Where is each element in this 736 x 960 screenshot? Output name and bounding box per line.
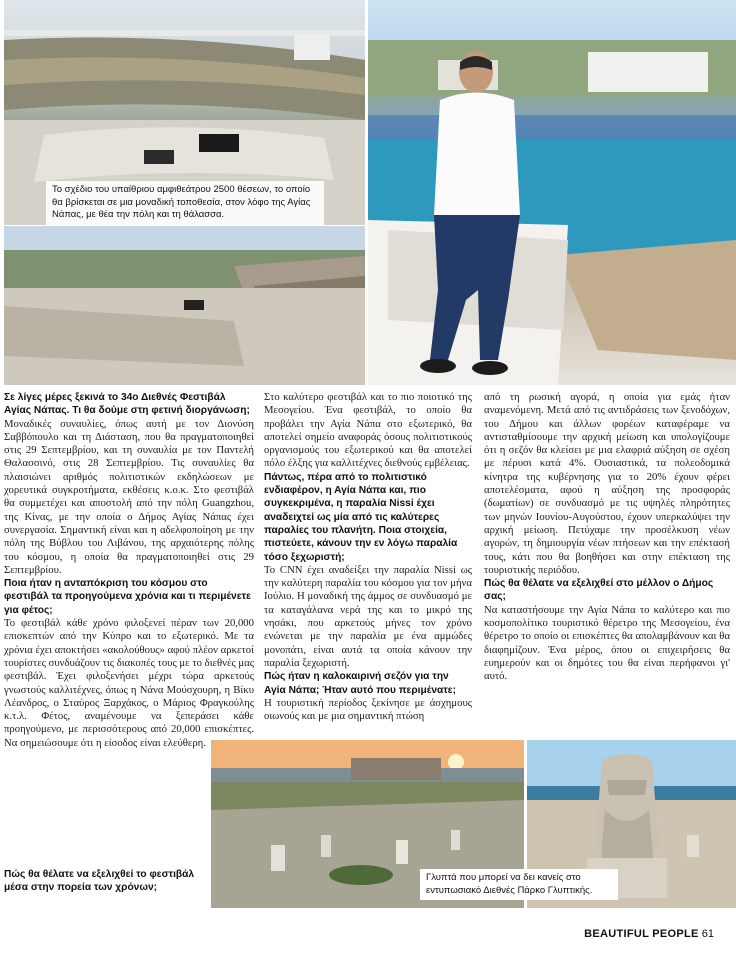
sculpture-park-caption: Γλυπτά που μπορεί να δει κανείς στο εντυπωσιακό Διεθνές Πάρκο Γλυπτικής. — [420, 869, 618, 900]
page-footer — [584, 928, 714, 940]
question-summer-season: Πώς ήταν η καλοκαιρινή σεζόν για την Αγία Νάπα; Ήταν αυτό που περιμένατε; — [264, 671, 457, 696]
answer-summer-season-continued: από τη ρωσική αγορά, η οποία για εμάς ήταν αναμενόμενη. Μετά από τις αντιδράσεις των ξενοδόχων, του Δήμου και άλλων φορέων καταφέραμε να αντισταθμίσουμε την αρχική μείωση και υπολογίζουμε ότι η σεζόν θα κλείσει με μια ελαφριά αύξηση σε σχέση με πέρυσι κατά 4%. Ουσιαστικά, τα πολεοδομικά κίνητρα της κυβέρνησης για το 20% έχουν φέρει αποτελέσματα, αφού η αύξηση της προσφοράς (δωματίων) σε συνδυασμό με τις υψηλές πληρότητες των μηνών Ιουνίου-Αυγούστου, έχουν υπερκαλύψει την αρχική μείωση. Πετύχαμε την προσέλκυση νέων αγορών, τη δημιουργία νέων πτήσεων και την επέκτασή τους, κάτι που θα βοηθήσει και στην επέκταση της τουριστικής περιόδου. — [484, 391, 730, 576]
question-festival-evolution: Πώς θα θέλατε να εξελιχθεί το φεστιβάλ μέσα στην πορεία των χρόνων; — [4, 869, 195, 894]
answer-summer-season: Η τουριστική περίοδος ξεκίνησε με άσχημους οιωνούς και με μια σημαντική πτώση — [264, 696, 472, 723]
amphitheatre-aerial-photo — [4, 226, 365, 385]
page-number: 61 — [701, 928, 714, 940]
answer-nissi-beach: Το CNN έχει αναδείξει την παραλία Nissi ως την καλύτερη παραλία του κόσμου για τον μήνα Ιούλιο. Η μοναδική της άμμος σε συνδυασμό με τα καταγάλανα νερά της και το μικρό της νησάκι, που αρκετούς μήνες τον χρόνο ενώνεται με την παραλία με ένα αμμώδες μονοπάτι, είναι αυτά τα οποία κάνουν την παραλία ξεχωριστή. — [264, 563, 472, 669]
question-municipality-future: Πώς θα θέλατε να εξελιχθεί στο μέλλον ο Δήμος σας; — [484, 578, 714, 603]
answer-festival: Μοναδικές συναυλίες, όπως αυτή με τον Διονύση Σαββόπουλο και τη Διάσταση, που θα πραγματοποιηθεί στις 29 Σεπτεμβρίου, και τη συναυλία με τον Παντελή Θαλασσινό, στις 28 Σεπτεμβρίου. Τις συναυλίες θα πλαισιώνει αριθμός πολιτιστικών εκδηλώσεων με χορευτικά συγκροτήματα, εκθέσεις κ.ο.κ. Στο φεστιβάλ θα συμμετέχει και αποστολή από την πόλη Guangzhou, της Κίνας, με την οποία ο Δήμος Αγίας Νάπας έχει συνεργασία. Σημαντική είναι και η αδελφοποίηση με την πόλη της Βύβλου του Λιβάνου, της αρχαιότερης πόλης του κόσμου, η οποία θα πραγματοποιηθεί στις 29 Σεπτεμβρίου. — [4, 417, 254, 576]
article-column-1-end — [4, 868, 206, 895]
mayor-portrait-photo — [368, 0, 736, 385]
answer-future-festival: Στο καλύτερο φεστιβάλ και το πιο ποιοτικό της Μεσογείου. Ένα φεστιβάλ, το οποίο θα προβάλει την Αγία Νάπα στο εξωτερικό, θα αποτελεί σημείο αναφοράς όσους πολιτιστικούς οργανισμούς του εξωτερικού και θα αποτελεί πόλο έλξης για καλλιτέχνες διεθνούς εμβέλειας. — [264, 391, 472, 470]
question-response: Ποια ήταν η ανταπόκριση του κόσμου στο φεστιβάλ τα προηγούμενα χρόνια και τι περιμένετε για φέτος; — [4, 578, 251, 616]
amphitheatre-caption: Το σχέδιο του υπαίθριου αμφιθεάτρου 2500 θέσεων, το οποίο θα βρίσκεται σε μια μοναδική τοποθεσία, στον λόφο της Αγίας Νάπας, με θέα την πόλη και τη θάλασσα. — [46, 181, 324, 225]
article-column-2 — [264, 391, 472, 723]
answer-response: Το φεστιβάλ κάθε χρόνο φιλοξενεί πέραν των 20,000 επισκεπτών από την Κύπρο και το εξωτερικό. Με τα χρόνια έχει αποκτήσει «ακολούθους» αφού πλέον αρκετοί τουρίστες συνδυάζουν τις διακοπές τους με το διεθνές μας φεστιβάλ. Έχει φιλοξενήσει μέχρι τώρα αρκετούς γνωστούς καλλιτέχνες, όπως η Νάνα Μούσχουρη, η Βίκυ Λέανδρος, ο Σταύρος Ξαρχάκος, ο Μάριος Φραγκούλης κ.τ.λ. Φέτος, αναμένουμε να ξεπεράσει κάθε προηγούμενο, με περισσότερους από 20,000 επισκέπτες. Να σημειώσουμε ότι η είσοδος είναι ελεύθερη. — [4, 617, 254, 749]
answer-municipality-future: Να καταστήσουμε την Αγία Νάπα το καλύτερο και πιο κοσμοπολίτικο τουριστικό θέρετρο της Μεσογείου, ένα θέρετρο το οποίο οι επισκέπτες θα απολαμβάνουν και θα διαφημίζουν. Ένα μέρος, όπου οι επιχειρήσεις θα ευημερούν και οι δημότες του θα είναι περήφανοι γι' αυτό. — [484, 603, 730, 683]
mayor-portrait-illustration — [368, 0, 736, 385]
amphitheatre-render-photo — [4, 0, 365, 225]
question-festival: Σε λίγες μέρες ξεκινά το 34ο Διεθνές Φεστιβάλ Αγίας Νάπας. Τι θα δούμε στη φετινή διοργάνωση; — [4, 392, 250, 417]
magazine-name: BEAUTIFUL PEOPLE — [584, 928, 699, 940]
article-column-1 — [4, 391, 254, 750]
question-nissi-beach: Πάντως, πέρα από το πολιτιστικό ενδιαφέρον, η Αγία Νάπα και, πιο συγκεκριμένα, η παραλία Nissi έχει αναδειχτεί ως μία από τις καλύτερες παραλίες του πλανήτη. Ποια στοιχεία, πιστεύετε, κάνουν την εν λόγω παραλία τόσο ξεχωριστή; — [264, 471, 458, 563]
amphitheatre-aerial-illustration — [4, 226, 365, 385]
article-column-3 — [484, 391, 730, 684]
